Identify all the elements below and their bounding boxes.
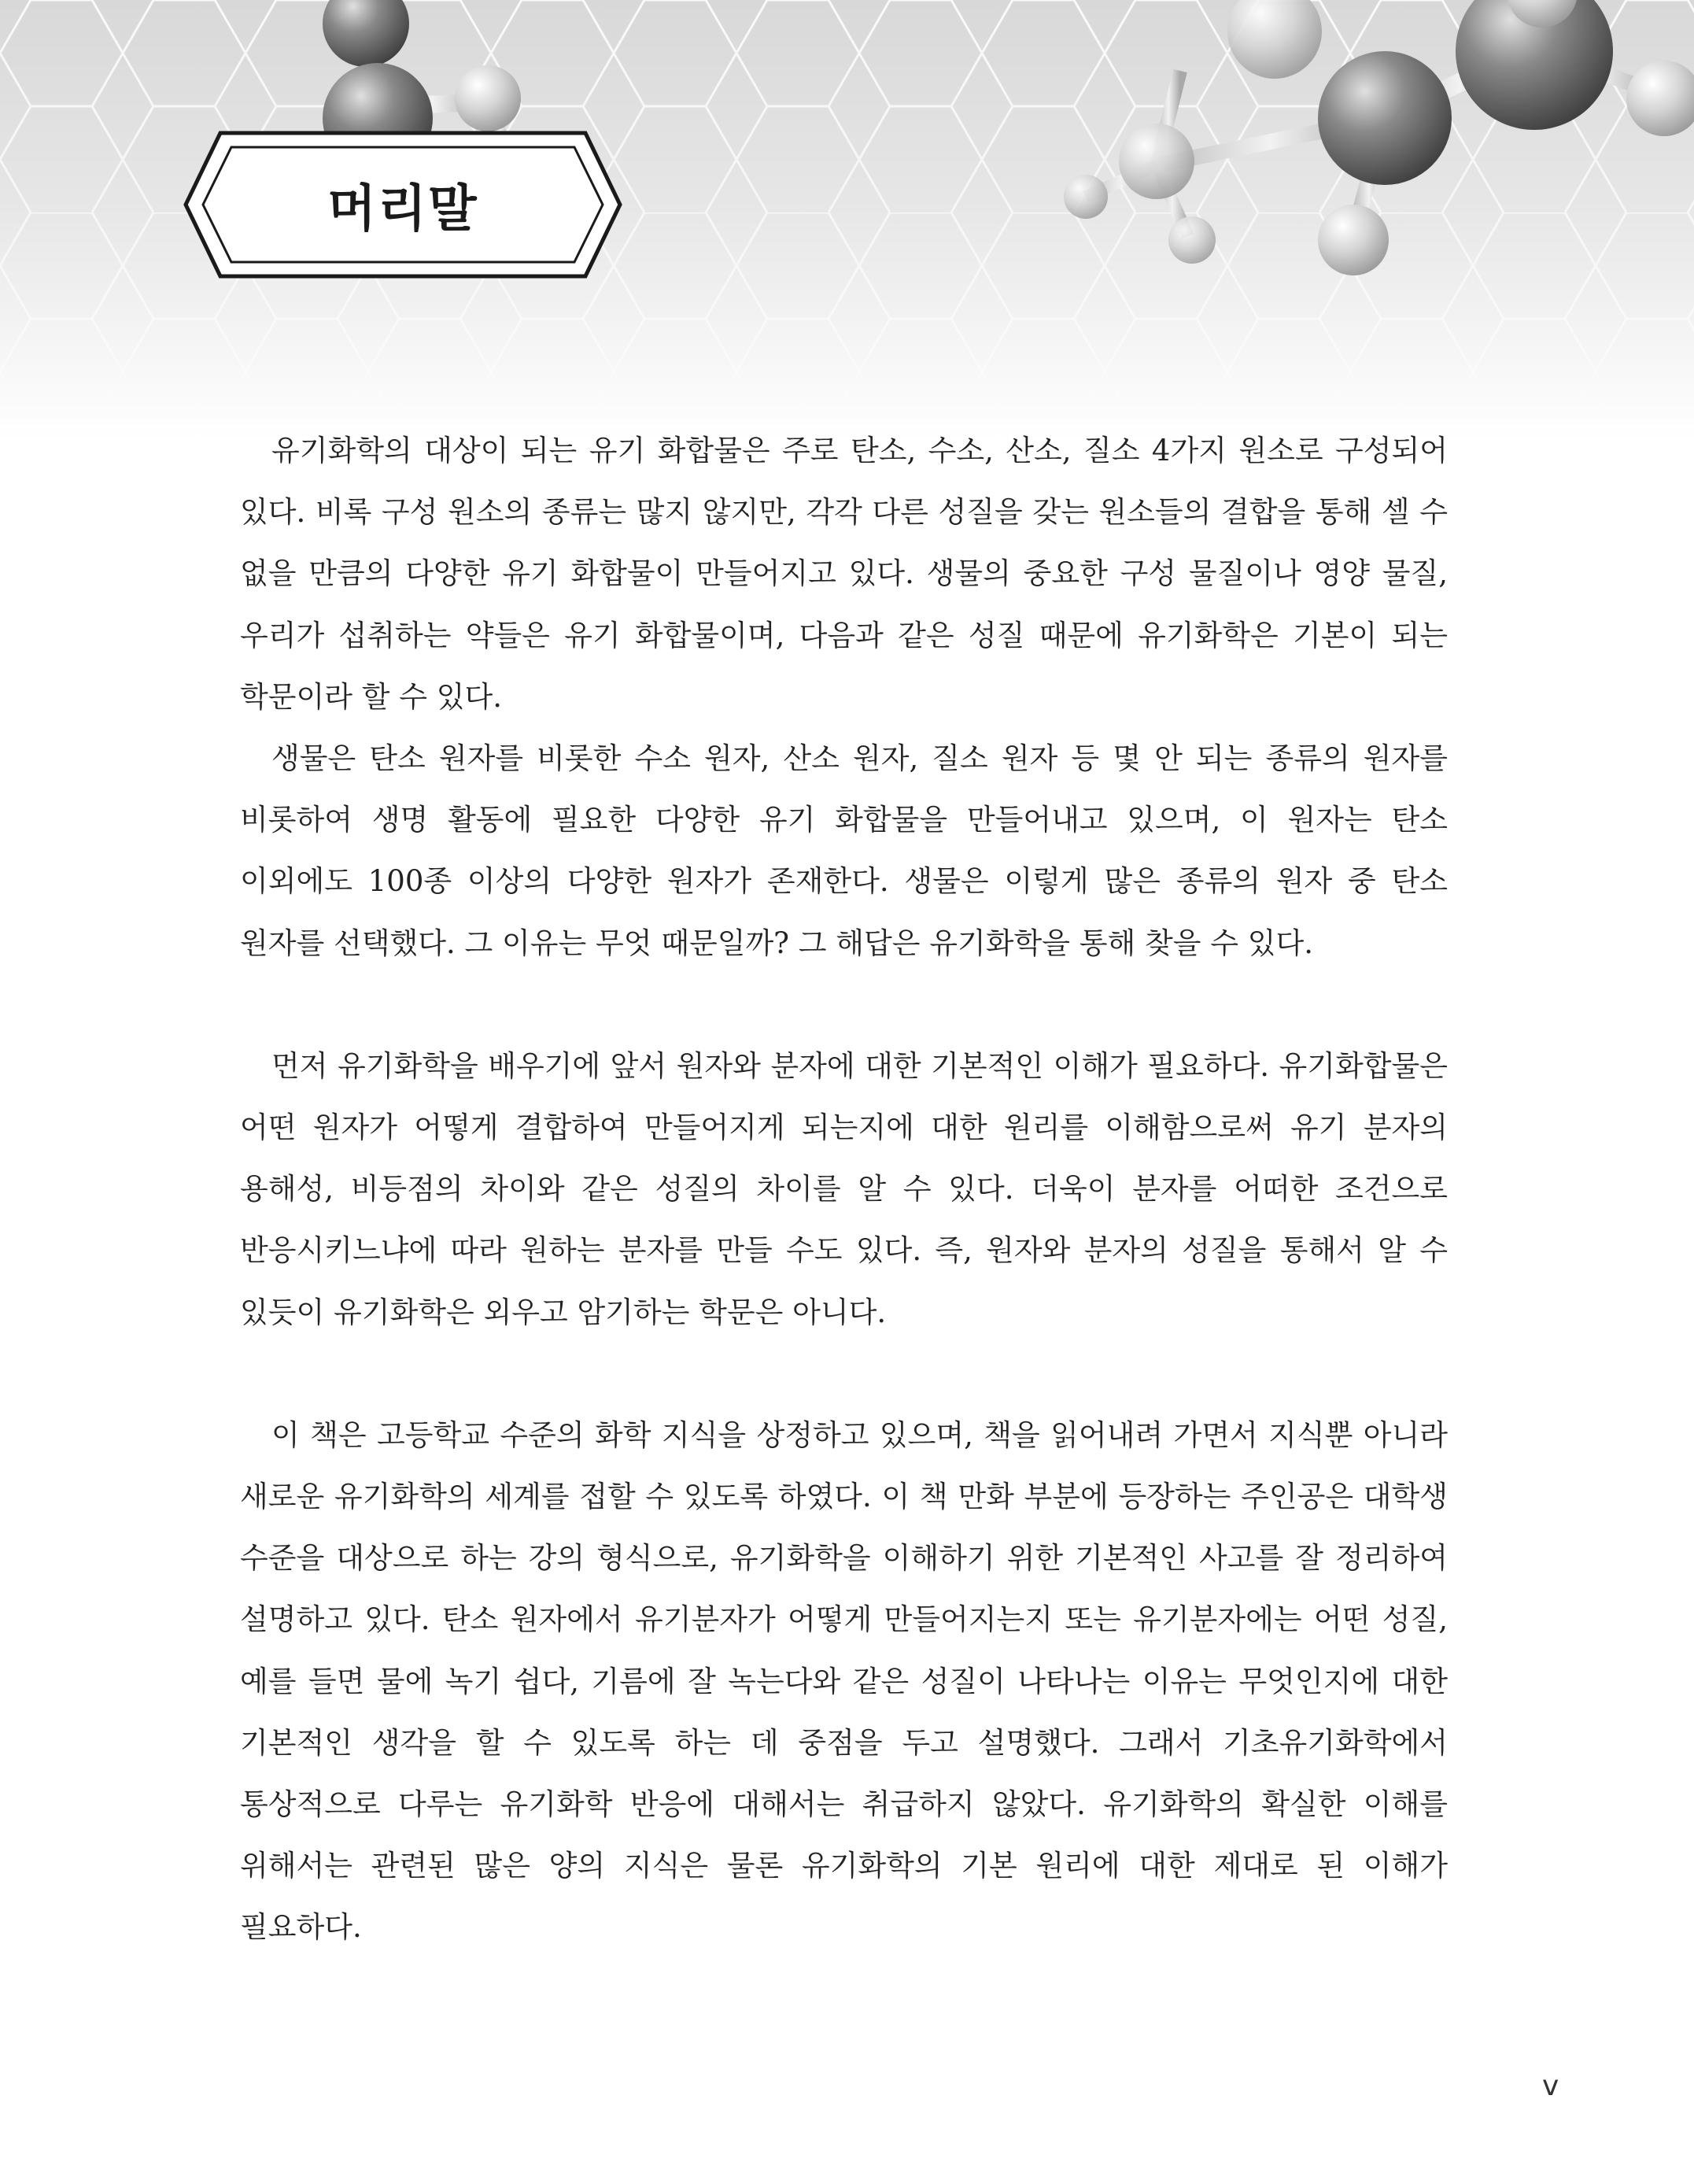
paragraph-3: 먼저 유기화학을 배우기에 앞서 원자와 분자에 대한 기본적인 이해가 필요하다. 유기화합물은 어떤 원자가 어떻게 결합하여 만들어지게 되는지에 대한 원리를 이해함으로써 유기 분자의 용해성, 비등점의 차이와 같은 성질의 차이를 알 수 있다. 더욱이 분자를 어떠한 조건으로 반응시키느냐에 따라 원하는 분자를 만들 수도 있다. 즉, 원자와 분자의 성질을 통해서 알 수 있듯이 유기화학은 외우고 암기하는 학문은 아니다.: [240, 1048, 1448, 1329]
title-badge: [183, 130, 623, 279]
paragraph-spacer: [240, 974, 1448, 1036]
paragraph-1: 유기화학의 대상이 되는 유기 화합물은 주로 탄소, 수소, 산소, 질소 4가지 원소로 구성되어 있다. 비록 구성 원소의 종류는 많지 않지만, 각각 다른 성질을 갖는 원소들의 결합을 통해 셀 수 없을 만큼의 다양한 유기 화합물이 만들어지고 있다. 생물의 중요한 구성 물질이나 영양 물질, 우리가 섭취하는 약들은 유기 화합물이며, 다음과 같은 성질 때문에 유기화학은 기본이 되는 학문이라 할 수 있다.: [240, 434, 1448, 714]
paragraph-spacer: [240, 1343, 1448, 1405]
page-number: v: [1542, 2070, 1559, 2102]
preface-body: [240, 420, 1448, 1959]
header-band: [0, 0, 1694, 441]
paragraph-4: 이 책은 고등학교 수준의 화학 지식을 상정하고 있으며, 책을 읽어내려 가면서 지식뿐 아니라 새로운 유기화학의 세계를 접할 수 있도록 하였다. 이 책 만화 부분에 등장하는 주인공은 대학생 수준을 대상으로 하는 강의 형식으로, 유기화학을 이해하기 위한 기본적인 사고를 잘 정리하여 설명하고 있다. 탄소 원자에서 유기분자가 어떻게 만들어지는지 또는 유기분자에는 어떤 성질, 예를 들면 물에 녹기 쉽다, 기름에 잘 녹는다와 같은 성질이 나타나는 이유는 무엇인지에 대한 기본적인 생각을 할 수 있도록 하는 데 중점을 두고 설명했다. 그래서 기초유기화학에서 통상적으로 다루는 유기화학 반응에 대해서는 취급하지 않았다. 유기화학의 확실한 이해를 위해서는 관련된 많은 양의 지식은 물론 유기화학의 기본 원리에 대한 제대로 된 이해가 필요하다.: [240, 1417, 1448, 1945]
page-title: 머리말: [327, 180, 478, 238]
paragraph-2: 생물은 탄소 원자를 비롯한 수소 원자, 산소 원자, 질소 원자 등 몇 안 되는 종류의 원자를 비롯하여 생명 활동에 필요한 다양한 유기 화합물을 만들어내고 있으며, 이 원자는 탄소 이외에도 100종 이상의 다양한 원자가 존재한다. 생물은 이렇게 많은 종류의 원자 중 탄소 원자를 선택했다. 그 이유는 무엇 때문일까? 그 해답은 유기화학을 통해 찾을 수 있다.: [240, 741, 1448, 960]
